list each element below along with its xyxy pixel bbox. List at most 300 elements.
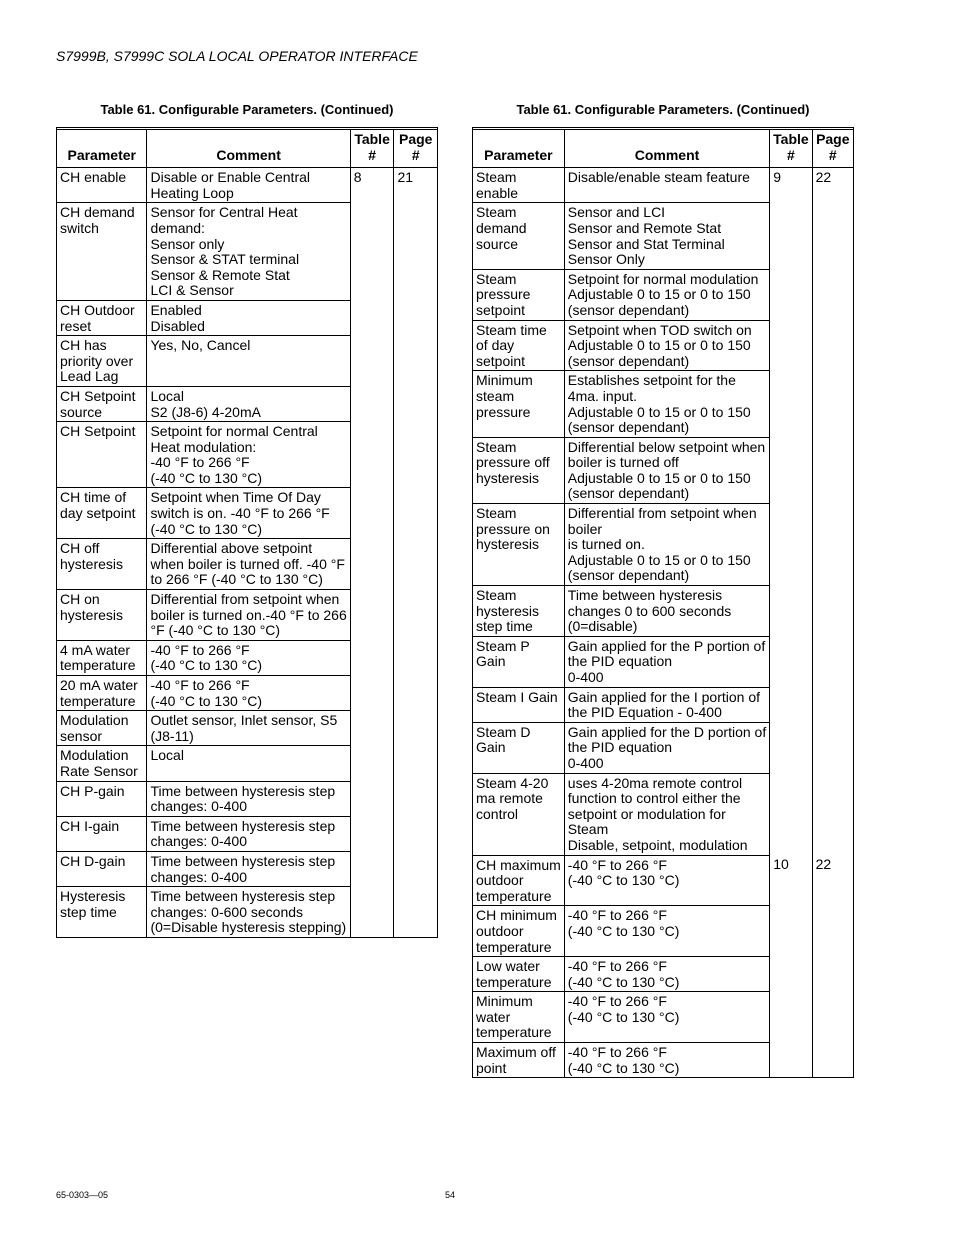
parameter-cell-line: step time xyxy=(60,903,117,920)
comment-cell-line: -40 °F to 266 °F xyxy=(567,907,667,924)
parameter-cell-line: Gain xyxy=(476,653,506,670)
comment-cell xyxy=(147,676,350,711)
parameter-cell-line: CH time of xyxy=(60,489,127,506)
comment-cell xyxy=(147,781,350,816)
parameter-cell-line: pressure off xyxy=(476,454,550,471)
page-number-cell xyxy=(812,636,853,687)
table-number-cell xyxy=(350,640,394,675)
page-number-cell xyxy=(812,992,853,1043)
comment-cell xyxy=(147,168,350,203)
comment-cell-line: (sensor dependant) xyxy=(567,485,690,502)
parameter-cell xyxy=(57,746,147,781)
page-number-cell xyxy=(394,336,438,387)
comment-cell-line: Gain applied for the P portion of xyxy=(567,637,766,654)
parameter-cell xyxy=(473,1043,565,1078)
comment-cell-line: Sensor for Central Heat xyxy=(150,204,298,221)
parameter-cell xyxy=(473,992,565,1043)
parameter-cell-line: CH Outdoor xyxy=(60,301,135,318)
parameter-cell-line: hysteresis xyxy=(60,555,124,572)
table-number-cell: 10 xyxy=(770,855,812,906)
comment-cell-line: Sensor and LCI xyxy=(567,204,666,221)
comment-cell-line: Enabled xyxy=(150,301,202,318)
parameter-cell xyxy=(57,640,147,675)
parameter-cell-line: point xyxy=(476,1059,507,1076)
parameter-cell-line: Steam xyxy=(476,438,517,455)
parameter-cell-line: priority over xyxy=(60,352,134,369)
comment-cell-line: -40 °F to 266 °F xyxy=(567,856,667,873)
comment-cell-line: Adjustable 0 to 15 or 0 to 150 xyxy=(567,551,751,568)
comment-cell-line: (-40 °C to 130 °C) xyxy=(567,1059,680,1076)
parameter-cell-line: control xyxy=(476,805,519,822)
comment-cell-line: changes 0 to 600 seconds xyxy=(567,602,732,619)
table-number-cell xyxy=(350,386,394,421)
table-row xyxy=(473,437,854,503)
parameter-cell-line: temperature xyxy=(476,887,552,904)
table-number-cell xyxy=(770,437,812,503)
comment-cell-line: Disable/enable steam feature xyxy=(567,169,750,186)
page-number-cell xyxy=(812,269,853,320)
comment-cell-line: Adjustable 0 to 15 or 0 to 150 xyxy=(567,286,751,303)
comment-cell-line: (sensor dependant) xyxy=(567,352,690,369)
comment-cell xyxy=(564,168,769,203)
parameter-cell-line: temperature xyxy=(60,692,136,709)
table-number-cell xyxy=(770,1043,812,1078)
column-header-table: Table # xyxy=(770,130,812,168)
comment-cell-line: Setpoint when Time Of Day xyxy=(150,489,321,506)
parameter-cell xyxy=(57,168,147,203)
comment-cell-line: (-40 °C to 130 °C) xyxy=(567,973,680,990)
table-number-cell xyxy=(770,773,812,855)
parameter-cell-line: Steam I Gain xyxy=(476,688,558,705)
parameter-cell xyxy=(57,816,147,851)
parameter-cell-line: step time xyxy=(476,618,533,635)
parameter-cell xyxy=(57,781,147,816)
table-row xyxy=(57,590,438,641)
table-row xyxy=(57,711,438,746)
parameter-cell-line: CH I-gain xyxy=(60,817,120,834)
page-number-cell: 22 xyxy=(812,168,853,203)
page-number-cell xyxy=(394,488,438,539)
comment-cell-line: Differential from setpoint when xyxy=(567,505,757,522)
parameter-cell-line: reset xyxy=(60,317,92,334)
comment-cell xyxy=(147,851,350,886)
comment-cell-line: Time between hysteresis xyxy=(567,587,723,604)
comment-cell-line: (J8-11) xyxy=(150,727,194,744)
comment-cell-line: Adjustable 0 to 15 or 0 to 150 xyxy=(567,403,751,420)
parameter-cell-line: Minimum xyxy=(476,993,533,1010)
parameter-cell-line: hysteresis xyxy=(476,469,540,486)
parameter-cell-line: Steam xyxy=(476,505,517,522)
comment-cell-line: -40 °F to 266 °F xyxy=(150,454,250,471)
comment-cell-line: Heating Loop xyxy=(150,184,234,201)
comment-cell-line: Sensor only xyxy=(150,235,225,252)
parameter-cell-line: demand xyxy=(476,219,527,236)
comment-cell-line: setpoint or modulation for xyxy=(567,805,726,822)
comment-cell-line: (-40 °C to 130 °C) xyxy=(150,657,263,674)
comment-cell-line: uses 4-20ma remote control xyxy=(567,774,743,791)
comment-cell xyxy=(564,722,769,773)
comment-cell-line: -40 °F to 266 °F xyxy=(150,677,250,693)
parameters-table-left xyxy=(56,127,438,938)
comment-cell xyxy=(147,386,350,421)
table-row xyxy=(473,855,854,906)
comment-cell xyxy=(564,504,769,586)
parameter-cell-line: outdoor xyxy=(476,922,524,939)
page-number-cell xyxy=(394,300,438,335)
parameter-cell-line: temperature xyxy=(476,1024,552,1041)
comment-cell-line: the PID Equation - 0-400 xyxy=(567,704,722,721)
page-number-cell xyxy=(394,590,438,641)
parameter-cell-line: Steam xyxy=(476,169,517,186)
table-number-cell xyxy=(350,539,394,590)
parameter-cell xyxy=(57,887,147,938)
comment-cell-line: Differential below setpoint when xyxy=(567,438,766,455)
comment-cell-line: 0-400 xyxy=(567,754,604,771)
table-row xyxy=(57,488,438,539)
table-number-cell xyxy=(770,269,812,320)
parameter-cell-line: Steam xyxy=(476,587,517,604)
table-row xyxy=(473,906,854,957)
comment-cell-line: Sensor and Remote Stat xyxy=(567,219,722,236)
page-number-cell xyxy=(394,676,438,711)
table-row xyxy=(57,851,438,886)
parameter-cell-line: sensor xyxy=(60,727,103,744)
table-row xyxy=(473,957,854,992)
comment-cell-line: Disable or Enable Central xyxy=(150,169,310,186)
page-number-cell xyxy=(394,816,438,851)
comment-cell-line: (-40 °C to 130 °C) xyxy=(150,520,263,537)
page-number: 54 xyxy=(445,1190,456,1200)
comment-cell-line: Differential from setpoint when xyxy=(150,591,340,608)
parameter-cell xyxy=(473,320,565,371)
page-number-cell xyxy=(812,586,853,637)
parameter-cell-line: Minimum xyxy=(476,372,533,389)
comment-cell-line: to 266 °F (-40 °C to 130 °C) xyxy=(150,571,323,588)
parameter-cell-line: CH Setpoint xyxy=(60,423,136,440)
parameter-cell-line: enable xyxy=(476,184,519,201)
table-row xyxy=(57,539,438,590)
parameter-cell-line: Steam 4-20 xyxy=(476,774,549,791)
comment-cell-line: -40 °F to 266 °F xyxy=(567,1044,667,1061)
comment-cell-line: boiler is turned on.-40 °F to 266 xyxy=(150,606,347,623)
parameter-cell-line: switch xyxy=(60,219,99,236)
parameter-cell xyxy=(57,851,147,886)
comment-cell-line: Sensor and Stat Terminal xyxy=(567,235,725,252)
column-header-table: Table # xyxy=(350,130,394,168)
parameter-cell xyxy=(57,590,147,641)
page-number-cell: 22 xyxy=(812,855,853,906)
table-row xyxy=(57,676,438,711)
parameter-cell xyxy=(57,386,147,421)
parameter-cell-line: Steam xyxy=(476,204,517,221)
comment-cell-line: (sensor dependant) xyxy=(567,301,690,318)
parameter-cell-line: Steam P xyxy=(476,637,530,654)
parameter-cell xyxy=(57,300,147,335)
column-header-parameter: Parameter xyxy=(57,130,147,168)
comment-cell-line: (-40 °C to 130 °C) xyxy=(567,922,680,939)
table-row xyxy=(57,640,438,675)
table-row xyxy=(473,203,854,269)
comment-cell-line: Sensor & Remote Stat xyxy=(150,266,290,283)
parameter-cell-line: Gain xyxy=(476,739,506,756)
comment-cell xyxy=(147,300,350,335)
comment-cell-line: Disable, setpoint, modulation xyxy=(567,836,748,853)
comment-cell xyxy=(564,773,769,855)
parameter-cell-line: day setpoint xyxy=(60,505,136,522)
comment-cell-line: (-40 °C to 130 °C) xyxy=(150,692,263,709)
comment-cell-line: boiler is turned off xyxy=(567,454,679,471)
page-number-cell xyxy=(394,640,438,675)
table-row xyxy=(57,887,438,938)
parameter-cell xyxy=(57,203,147,301)
parameter-cell-line: ma remote xyxy=(476,790,543,807)
parameter-cell-line: CH Setpoint xyxy=(60,387,136,404)
table-row xyxy=(57,816,438,851)
table-number-cell xyxy=(770,992,812,1043)
comment-cell-line: Adjustable 0 to 15 or 0 to 150 xyxy=(567,337,751,354)
comment-cell-line: Setpoint when TOD switch on xyxy=(567,321,752,338)
table-row xyxy=(57,168,438,203)
parameter-cell-line: temperature xyxy=(476,938,552,955)
parameter-cell-line: source xyxy=(60,403,103,420)
parameter-cell-line: setpoint xyxy=(476,301,526,318)
parameter-cell-line: CH has xyxy=(60,337,107,354)
page-number-cell xyxy=(394,422,438,488)
parameter-cell-line: CH enable xyxy=(60,169,127,186)
parameter-cell-line: pressure xyxy=(476,286,531,303)
comment-cell xyxy=(564,269,769,320)
parameter-cell-line: Low water xyxy=(476,958,540,975)
parameter-cell-line: temperature xyxy=(60,657,136,674)
comment-cell xyxy=(147,203,350,301)
comment-cell-line: changes: 0-400 xyxy=(150,833,247,850)
comment-cell-line: Time between hysteresis step xyxy=(150,817,336,834)
table-number-cell: 8 xyxy=(350,168,394,203)
comment-cell-line: (sensor dependant) xyxy=(567,419,690,436)
comment-cell-line: °F (-40 °C to 130 °C) xyxy=(150,622,281,639)
comment-cell xyxy=(147,422,350,488)
table-number-cell xyxy=(770,722,812,773)
parameter-cell xyxy=(473,957,565,992)
page-number-cell xyxy=(812,203,853,269)
parameter-cell xyxy=(473,773,565,855)
parameter-cell-line: water xyxy=(476,1008,511,1025)
comment-cell-line: Adjustable 0 to 15 or 0 to 150 xyxy=(567,469,751,486)
comment-cell xyxy=(147,711,350,746)
comment-cell-line: when boiler is turned off. -40 °F xyxy=(150,555,345,572)
column-header-parameter: Parameter xyxy=(473,130,565,168)
comment-cell-line: function to control either the xyxy=(567,790,741,807)
comment-cell xyxy=(564,636,769,687)
table-row xyxy=(473,992,854,1043)
comment-cell xyxy=(564,906,769,957)
table-row xyxy=(473,371,854,437)
comment-cell-line: (-40 °C to 130 °C) xyxy=(567,872,680,889)
parameter-cell-line: 4 mA water xyxy=(60,641,131,658)
parameter-cell-line: CH maximum xyxy=(476,856,561,873)
page-number-cell: 21 xyxy=(394,168,438,203)
comment-cell-line: Time between hysteresis step xyxy=(150,852,336,869)
parameter-cell-line: pressure on xyxy=(476,520,550,537)
table-number-cell xyxy=(770,636,812,687)
table-row xyxy=(473,1043,854,1078)
comment-cell xyxy=(564,203,769,269)
page-number-cell xyxy=(394,746,438,781)
parameter-cell-line: setpoint xyxy=(476,352,526,369)
parameter-cell-line: Steam time xyxy=(476,321,547,338)
comment-cell-line: S2 (J8-6) 4-20mA xyxy=(150,403,261,420)
table-row xyxy=(473,168,854,203)
page-number-cell xyxy=(394,851,438,886)
comment-cell xyxy=(147,746,350,781)
comment-cell-line: (-40 °C to 130 °C) xyxy=(567,1008,680,1025)
comment-cell-line: Disabled xyxy=(150,317,205,334)
comment-cell xyxy=(147,488,350,539)
table-row xyxy=(473,269,854,320)
page-number-cell xyxy=(812,773,853,855)
comment-cell xyxy=(564,855,769,906)
comment-cell-line: Local xyxy=(150,747,184,764)
table-row xyxy=(57,781,438,816)
table-number-cell xyxy=(350,590,394,641)
comment-cell-line: the PID equation xyxy=(567,653,673,670)
comment-cell-line: (-40 °C to 130 °C) xyxy=(150,469,263,486)
comment-cell xyxy=(147,816,350,851)
page-number-cell xyxy=(812,371,853,437)
parameter-cell-line: CH off xyxy=(60,540,100,557)
page-number-cell xyxy=(812,687,853,722)
comment-cell-line: boiler xyxy=(567,520,603,537)
document-number: 65-0303—05 xyxy=(56,1190,109,1200)
page-number-cell xyxy=(812,320,853,371)
table-caption-right: Table 61. Configurable Parameters. (Continued) xyxy=(516,102,810,117)
parameter-cell xyxy=(473,906,565,957)
table-row xyxy=(473,504,854,586)
comment-cell-line: is turned on. xyxy=(567,536,645,553)
table-number-cell xyxy=(350,887,394,938)
parameter-cell-line: Steam xyxy=(476,270,517,287)
comment-cell-line: Establishes setpoint for the xyxy=(567,372,736,389)
comment-cell-line: changes: 0-400 xyxy=(150,868,247,885)
comment-cell-line: changes: 0-600 seconds xyxy=(150,903,304,920)
table-number-cell xyxy=(770,906,812,957)
comment-cell xyxy=(564,371,769,437)
table-number-cell xyxy=(350,336,394,387)
table-number-cell xyxy=(350,851,394,886)
parameter-cell-line: hysteresis xyxy=(476,602,540,619)
table-row xyxy=(57,422,438,488)
parameter-cell-line: Modulation xyxy=(60,712,129,729)
comment-cell-line: Heat modulation: xyxy=(150,438,257,455)
table-number-cell xyxy=(770,586,812,637)
table-number-cell xyxy=(350,816,394,851)
parameter-cell-line: Rate Sensor xyxy=(60,762,138,779)
parameter-cell xyxy=(57,539,147,590)
comment-cell-line: demand: xyxy=(150,219,205,236)
table-row xyxy=(473,687,854,722)
parameter-cell-line: 20 mA water xyxy=(60,677,138,693)
parameter-cell xyxy=(473,504,565,586)
comment-cell xyxy=(564,992,769,1043)
comment-cell-line: Time between hysteresis step xyxy=(150,782,336,799)
table-number-cell xyxy=(770,957,812,992)
table-number-cell: 9 xyxy=(770,168,812,203)
table-row xyxy=(473,773,854,855)
parameter-cell-line: Modulation xyxy=(60,747,129,764)
parameter-cell-line: CH P-gain xyxy=(60,782,125,799)
page-number-cell xyxy=(394,539,438,590)
running-header: S7999B, S7999C SOLA LOCAL OPERATOR INTERFACE xyxy=(56,48,418,64)
table-number-cell xyxy=(350,300,394,335)
comment-cell-line: Setpoint for normal Central xyxy=(150,423,318,440)
parameter-cell-line: source xyxy=(476,235,519,252)
parameter-cell xyxy=(473,687,565,722)
comment-cell-line: -40 °F to 266 °F xyxy=(150,641,250,658)
parameter-cell-line: outdoor xyxy=(476,872,524,889)
comment-cell-line: 4ma. input. xyxy=(567,387,638,404)
comment-cell-line: Steam xyxy=(567,821,609,838)
comment-cell-line: changes: 0-400 xyxy=(150,798,247,815)
page-number-cell xyxy=(812,906,853,957)
comment-cell-line: Outlet sensor, Inlet sensor, S5 xyxy=(150,712,338,729)
table-row xyxy=(57,203,438,301)
page-number-cell xyxy=(812,722,853,773)
table-number-cell xyxy=(350,488,394,539)
column-header-page: Page # xyxy=(394,130,438,168)
page-number-cell xyxy=(812,957,853,992)
page-number-cell xyxy=(394,781,438,816)
table-number-cell xyxy=(350,203,394,301)
parameter-cell xyxy=(57,336,147,387)
comment-cell xyxy=(147,640,350,675)
parameter-cell xyxy=(473,722,565,773)
comment-cell xyxy=(564,1043,769,1078)
page-number-cell xyxy=(812,437,853,503)
comment-cell-line: -40 °F to 266 °F xyxy=(567,993,667,1010)
table-row xyxy=(57,336,438,387)
parameters-table-right xyxy=(472,127,854,1078)
comment-cell-line: (0=Disable hysteresis stepping) xyxy=(150,919,347,936)
table-number-cell xyxy=(350,711,394,746)
comment-cell xyxy=(564,320,769,371)
table-row xyxy=(473,586,854,637)
parameter-cell-line: steam xyxy=(476,387,515,404)
page-number-cell xyxy=(812,1043,853,1078)
comment-cell-line: Sensor & STAT terminal xyxy=(150,251,300,268)
parameter-cell xyxy=(473,855,565,906)
table-number-cell xyxy=(770,320,812,371)
parameter-cell-line: CH minimum xyxy=(476,907,557,924)
table-number-cell xyxy=(770,203,812,269)
column-header-comment: Comment xyxy=(564,130,769,168)
parameter-cell-line: Hysteresis xyxy=(60,888,126,905)
comment-cell xyxy=(564,437,769,503)
table-number-cell xyxy=(770,504,812,586)
table-number-cell xyxy=(350,746,394,781)
parameter-cell xyxy=(473,168,565,203)
parameter-cell-line: temperature xyxy=(476,973,552,990)
parameter-cell-line: hysteresis xyxy=(60,606,124,623)
table-row xyxy=(473,320,854,371)
comment-cell xyxy=(147,590,350,641)
comment-cell xyxy=(147,539,350,590)
page-number-cell xyxy=(812,504,853,586)
table-number-cell xyxy=(770,371,812,437)
comment-cell-line: (0=disable) xyxy=(567,618,638,635)
comment-cell-line: the PID equation xyxy=(567,739,673,756)
parameter-cell-line: hysteresis xyxy=(476,536,540,553)
parameter-cell-line: CH demand xyxy=(60,204,135,221)
